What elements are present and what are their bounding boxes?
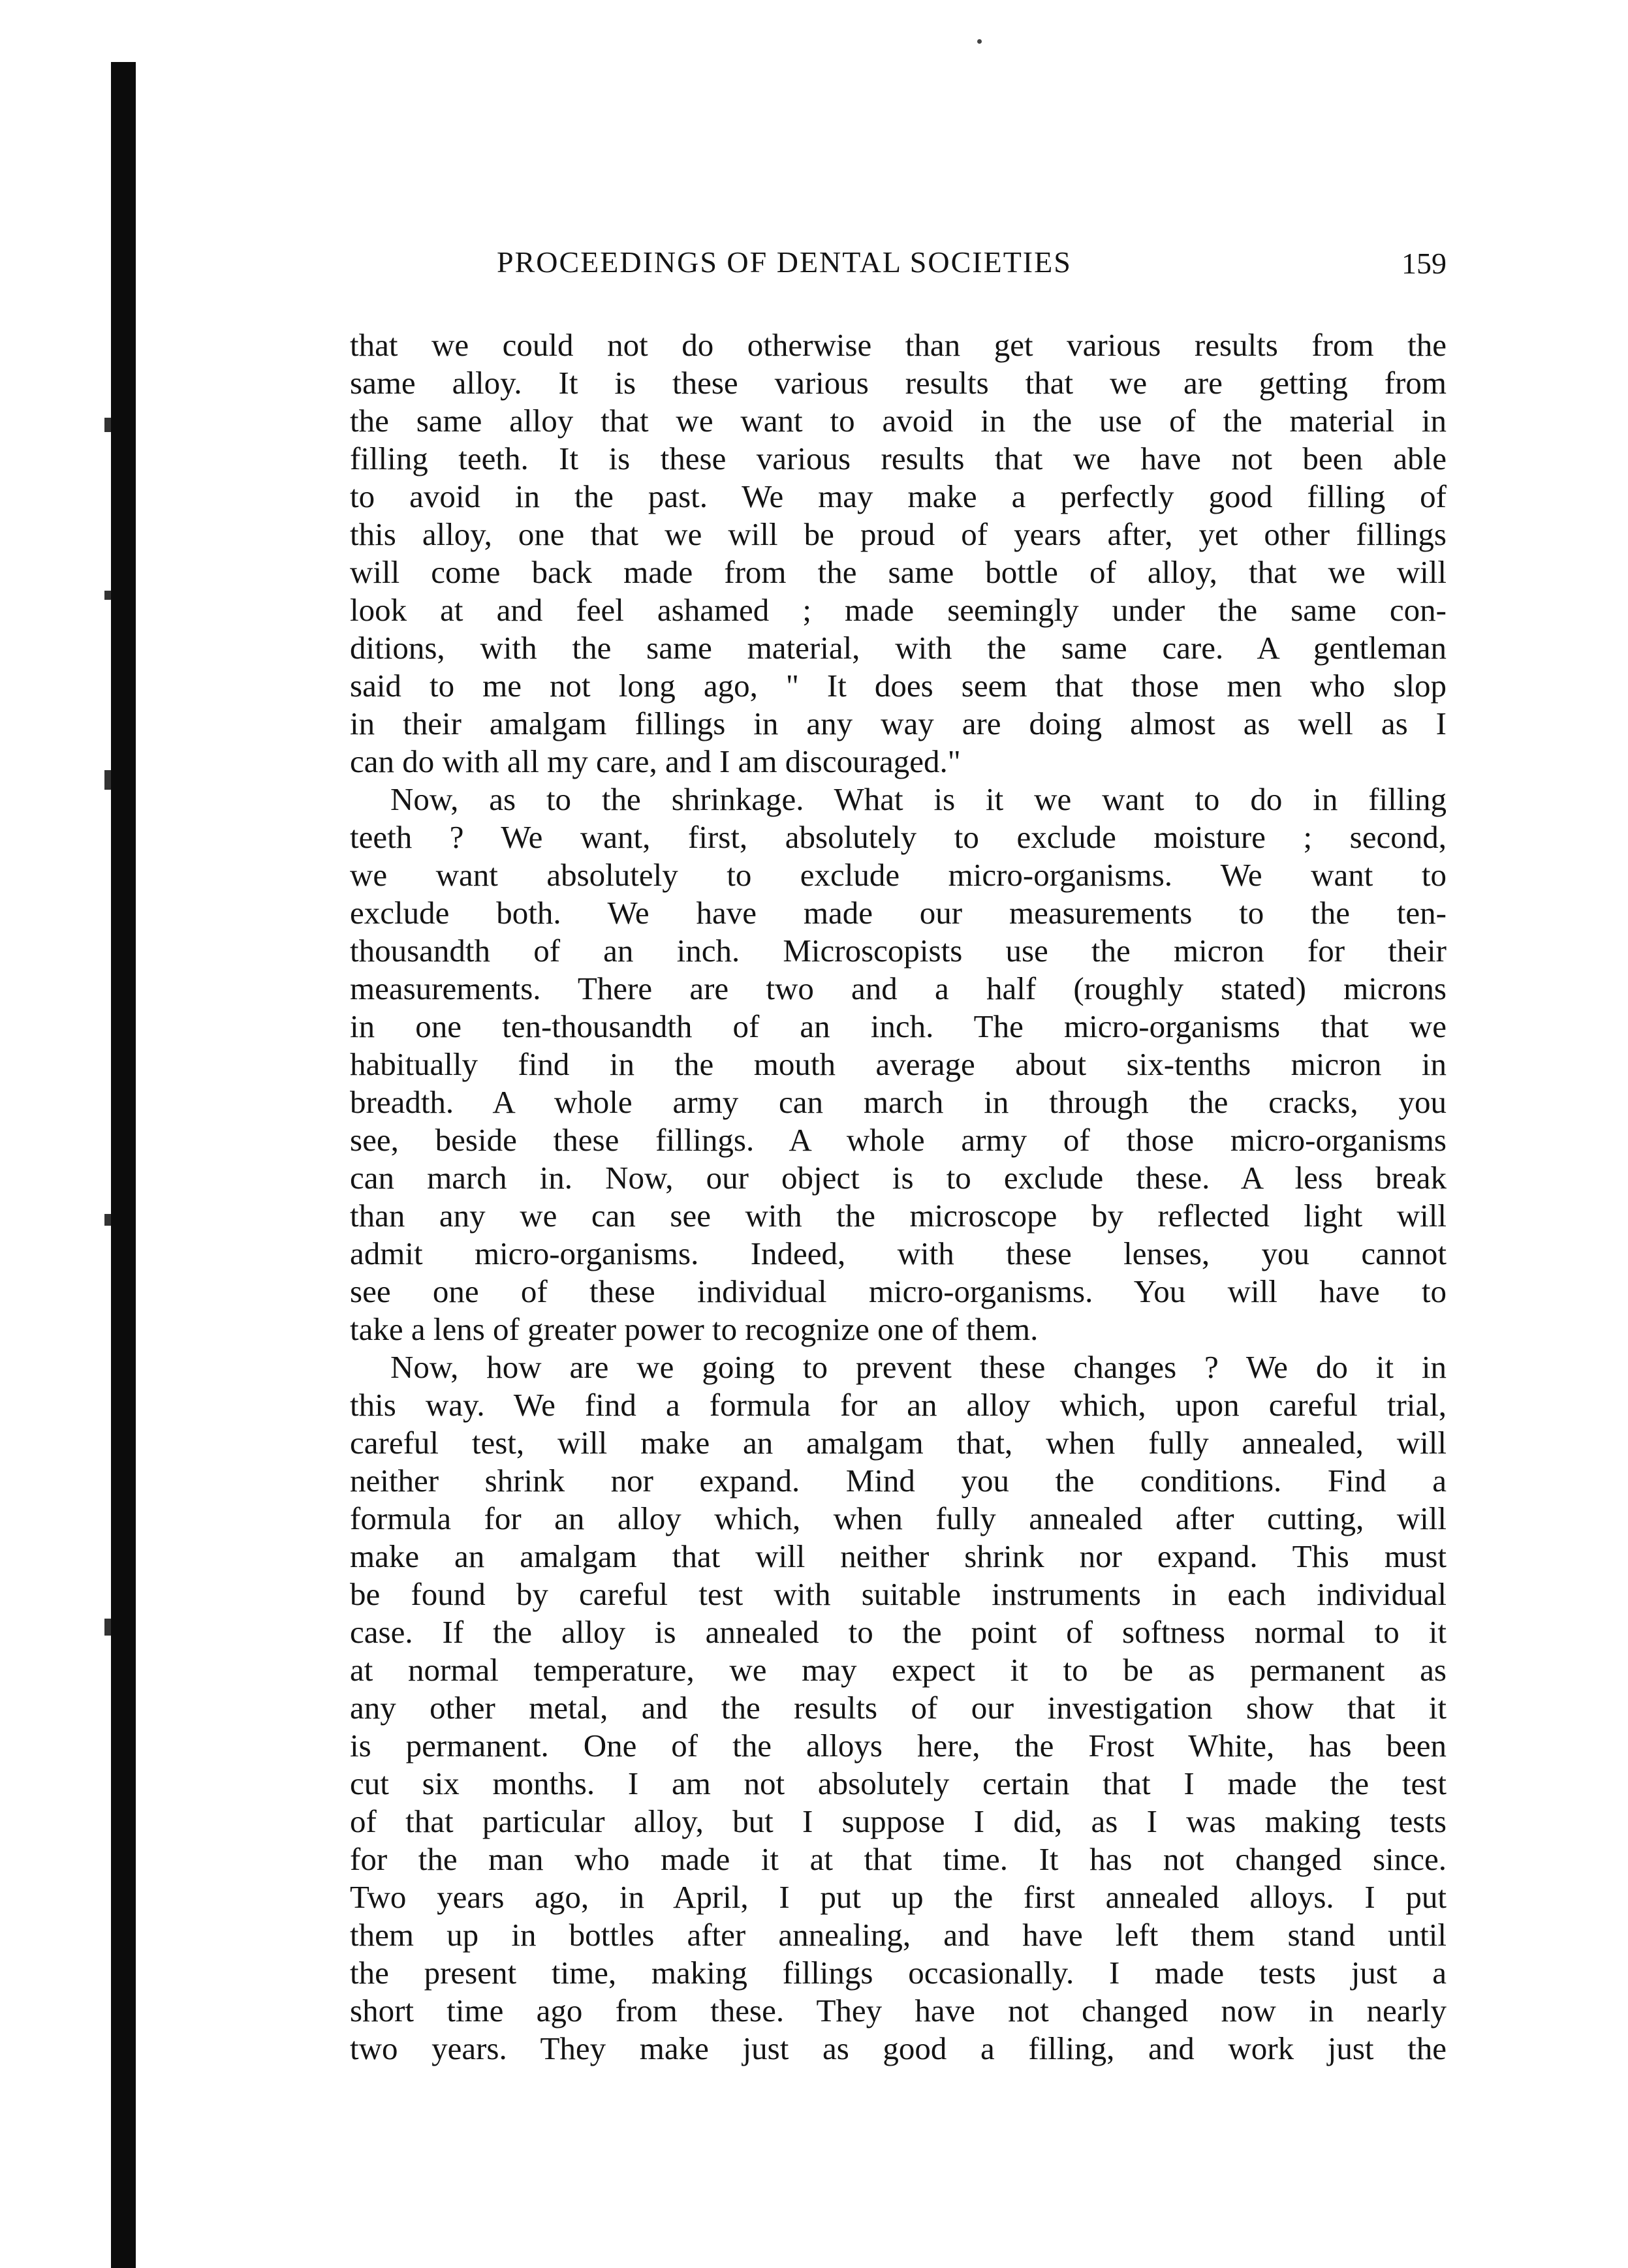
text-line: same alloy. It is these various results that we are getting from [350, 365, 1447, 401]
text-line: see, beside these fillings. A whole army of those micro-organisms [350, 1122, 1447, 1158]
text-line: said to me not long ago, " It does seem that those men who slop [350, 668, 1447, 704]
text-line: ditions, with the same material, with the same care. A gentleman [350, 630, 1447, 666]
text-line: filling teeth. It is these various results that we have not been able [350, 441, 1447, 476]
text-line: exclude both. We have made our measurements to the ten- [350, 895, 1447, 931]
binding-speck [104, 770, 111, 790]
text-line: can do with all my care, and I am discouraged." [350, 743, 961, 779]
text-line: cut six months. I am not absolutely certain that I made the test [350, 1765, 1447, 1801]
text-line: than any we can see with the microscope by reflected light will [350, 1198, 1447, 1234]
text-line: we want absolutely to exclude micro-organisms. We want to [350, 857, 1447, 893]
text-line: this alloy, one that we will be proud of years after, yet other fillings [350, 516, 1447, 552]
text-line: Two years ago, in April, I put up the first annealed alloys. I put [350, 1879, 1447, 1915]
text-line: teeth ? We want, first, absolutely to exclude moisture ; second, [350, 819, 1447, 855]
text-line: admit micro-organisms. Indeed, with these lenses, you cannot [350, 1235, 1447, 1271]
text-line: make an amalgam that will neither shrink nor expand. This must [350, 1538, 1447, 1574]
text-line: of that particular alloy, but I suppose I did, as I was making tests [350, 1803, 1447, 1839]
binding-speck [104, 591, 111, 600]
text-line: short time ago from these. They have not changed now in nearly [350, 1993, 1447, 2028]
text-line: measurements. There are two and a half (roughly stated) microns [350, 971, 1447, 1006]
text-line: at normal temperature, we may expect it to be as permanent as [350, 1652, 1447, 1688]
text-line: to avoid in the past. We may make a perfectly good filling of [350, 478, 1447, 514]
text-line: Now, as to the shrinkage. What is it we want to do in filling [390, 781, 1447, 817]
text-line: breadth. A whole army can march in through the cracks, you [350, 1084, 1447, 1120]
text-line: is permanent. One of the alloys here, the Frost White, has been [350, 1728, 1447, 1763]
text-line: in their amalgam fillings in any way are doing almost as well as I [350, 706, 1447, 741]
text-line: will come back made from the same bottle of alloy, that we will [350, 554, 1447, 590]
text-line: Now, how are we going to prevent these changes ? We do it in [390, 1349, 1447, 1385]
binding-speck [104, 1214, 111, 1226]
text-line: can march in. Now, our object is to exclude these. A less break [350, 1160, 1447, 1196]
text-line: thousandth of an inch. Microscopists use the micron for their [350, 933, 1447, 969]
text-line: formula for an alloy which, when fully annealed after cutting, will [350, 1500, 1447, 1536]
running-head [350, 245, 1447, 290]
text-line: case. If the alloy is annealed to the point of softness normal to it [350, 1614, 1447, 1650]
text-line: habitually find in the mouth average about six-tenths micron in [350, 1046, 1447, 1082]
text-line: careful test, will make an amalgam that, when fully annealed, will [350, 1425, 1447, 1461]
binding-speck [104, 418, 111, 432]
page-number: 159 [1401, 247, 1447, 280]
text-line: two years. They make just as good a filling, and work just the [350, 2030, 1447, 2066]
text-line: look at and feel ashamed ; made seemingly under the same con- [350, 592, 1447, 628]
text-line: the present time, making fillings occasionally. I made tests just a [350, 1955, 1447, 1991]
text-line: take a lens of greater power to recognize one of them. [350, 1311, 1039, 1347]
page-binding-edge [111, 62, 136, 2268]
text-line: in one ten-thousandth of an inch. The micro-organisms that we [350, 1008, 1447, 1044]
text-line: see one of these individual micro-organisms. You will have to [350, 1273, 1447, 1309]
print-speck [977, 39, 982, 44]
text-line: any other metal, and the results of our investigation show that it [350, 1690, 1447, 1726]
running-head-title: PROCEEDINGS OF DENTAL SOCIETIES [497, 245, 1072, 279]
body-text [350, 326, 1447, 2068]
binding-speck [104, 1619, 111, 1636]
text-line: neither shrink nor expand. Mind you the conditions. Find a [350, 1463, 1447, 1499]
text-line: this way. We find a formula for an alloy which, upon careful trial, [350, 1387, 1447, 1423]
text-line: for the man who made it at that time. It has not changed since. [350, 1841, 1447, 1877]
text-line: that we could not do otherwise than get various results from the [350, 327, 1447, 363]
text-line: the same alloy that we want to avoid in the use of the material in [350, 403, 1447, 439]
text-line: be found by careful test with suitable instruments in each individual [350, 1576, 1447, 1612]
text-line: them up in bottles after annealing, and have left them stand until [350, 1917, 1447, 1953]
